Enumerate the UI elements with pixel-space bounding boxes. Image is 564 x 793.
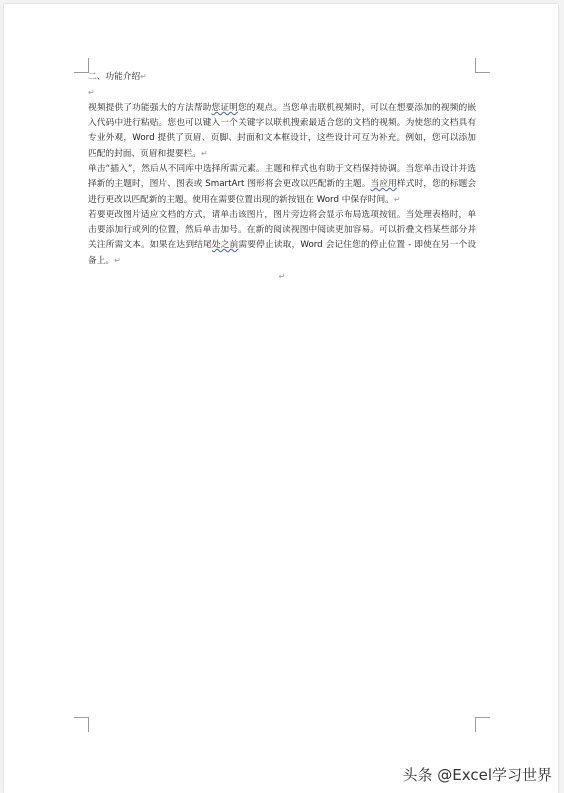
heading-text: 二、功能介绍 [88,72,141,82]
margin-corner-bottom-right [475,717,490,732]
spellcheck-underline: 您证明 [211,103,238,113]
document-page[interactable] [4,4,558,793]
paragraph-1 [88,101,476,162]
document-body[interactable] [88,69,476,285]
spellcheck-underline: 处之前 [211,240,239,250]
paragraph-text: 您的观点。当您单击联机视频时，可以在想要添加的视频的嵌入代码中进行粘贴。您也可以键入一个关键字以联机搜索最适合您的文档的视频。为使您的文档具有专业外观，Word 提供了页眉、页脚、封面和文本框设计，这些设计可互为补充。例如，您可以添加匹配的封面、页眉和提要栏。 [88,103,477,159]
paragraph-text: 需要停止读取，Word 会记住您的停止位置 - 即使在另一个设备上。 [88,240,477,266]
paragraph-mark-icon: ↵ [88,88,95,97]
paragraph-3 [88,208,476,269]
watermark: 头条 @Excel学习世界 [402,766,552,784]
paragraph-mark-icon: ↵ [200,149,208,158]
section-heading [88,69,476,85]
paragraph-mark-icon: ↵ [278,272,286,281]
empty-paragraph [88,269,476,285]
paragraph-text: 若要更改图片适应文档的方式，请单击该图片，图片旁边将会显示布局选项按钮。当处理表格时，单击要添加行或列的位置，然后单击加号。在新的阅读视图中阅读更加容易。可以折叠文档某些部分并关注所需文本。如果在达到结尾 [88,210,476,250]
margin-corner-top-right [475,58,490,73]
margin-corner-bottom-left [74,717,89,732]
paragraph-mark-icon: ↵ [393,195,401,204]
paragraph-mark-icon: ↵ [114,256,121,265]
paragraph-text: 视频提供了功能强大的方法帮助 [88,103,212,113]
margin-corner-top-left [74,58,89,73]
spellcheck-underline: 当应用 [370,179,397,189]
paragraph-text: 样式时，您的标题会进行更改以匹配新的主题。使用在需要位置出现的新按钮在 Word 中保存时间。 [88,179,476,205]
paragraph-text: 单击“插入”，然后从不同库中选择所需元素。主题和样式也有助于文档保持协调。当您单击设计并选择新的主题时，图片、图表或 SmartArt 图形将会更改以匹配新的主题。 [88,164,476,189]
paragraph-2 [88,162,476,208]
paragraph-mark-icon: ↵ [140,72,147,81]
empty-paragraph [88,85,476,101]
